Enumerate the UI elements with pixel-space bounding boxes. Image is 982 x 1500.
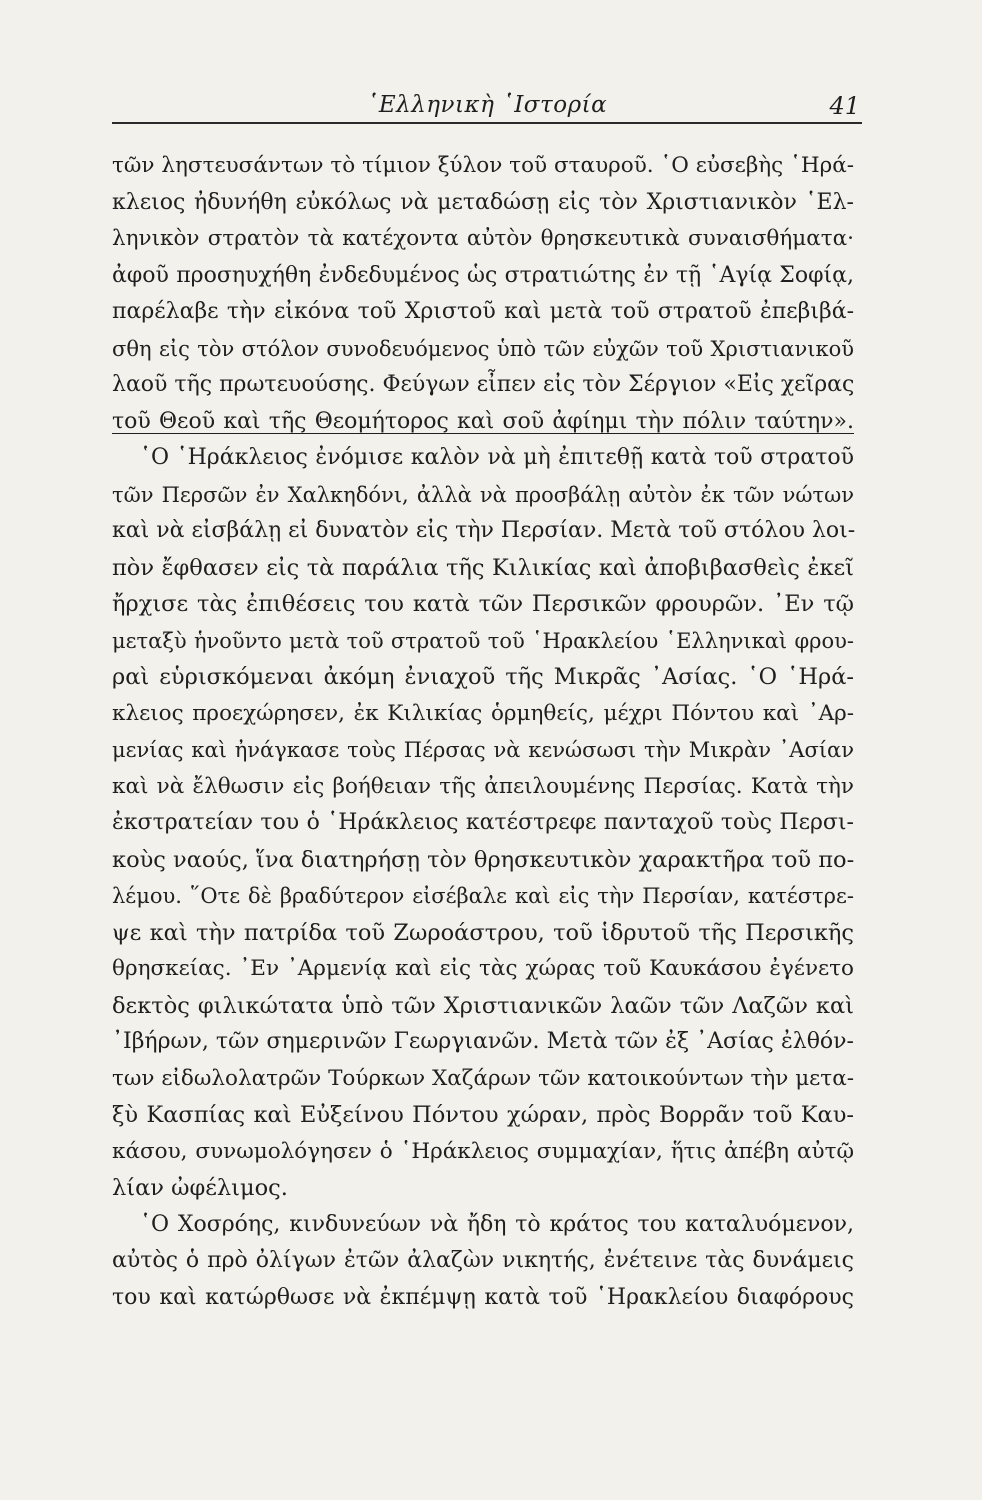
body-text <box>112 148 854 1316</box>
text-line: δεκτὸς φιλικώτατα ὑπὸ τῶν Χριστιανικῶν λαῶν τῶν Λαζῶν καὶ <box>112 992 854 1019</box>
text-line: ψε καὶ τὴν πατρίδα τοῦ Ζωροάστρου, τοῦ ἱδρυτοῦ τῆς Περσικῆς <box>112 919 854 946</box>
text-line: λίαν ὠφέλιμος. <box>112 1175 288 1201</box>
text-line: μεταξὺ ἡνοῦντο μετὰ τοῦ στρατοῦ τοῦ ῾Ηρακλείου ῾Ελληνικαὶ φρου- <box>112 628 854 653</box>
text-line: κάσου, συνωμολόγησεν ὁ ῾Ηράκλειος συμμαχίαν, ἥτις ἀπέβη αὐτῷ <box>112 1138 854 1164</box>
text-line: μενίας καὶ ἠνάγκασε τοὺς Πέρσας νὰ κενώσωσι τὴν Μικρὰν ᾿Ασίαν <box>112 738 854 762</box>
paragraph-2 <box>112 440 854 1207</box>
text-line: σθη εἰς τὸν στόλον συνοδευόμενος ὑπὸ τῶν εὐχῶν τοῦ Χριστιανικοῦ <box>112 336 854 361</box>
text-line: κοὺς ναούς, ἵνα διατηρήσῃ τὸν θρησκευτικὸν χαρακτῆρα τοῦ πο- <box>112 846 855 873</box>
text-line: θρησκείας. ᾿Εν ᾿Αρμενίᾳ καὶ εἰς τὰς χώρας τοῦ Καυκάσου ἐγένετο <box>112 956 854 981</box>
text-line: ληνικὸν στρατὸν τὰ κατέχοντα αὐτὸν θρησκευτικὰ συναισθήματα· <box>112 226 854 251</box>
text-line: ῾Ο Χοσρόης, κινδυνεύων νὰ ἤδη τὸ κράτος του καταλυόμενον, <box>140 1211 854 1237</box>
text-line: παρέλαβε τὴν εἰκόνα τοῦ Χριστοῦ καὶ μετὰ τοῦ στρατοῦ ἐπεβιβά- <box>112 299 854 324</box>
text-line: τοῦ Θεοῦ καὶ τῆς Θεομήτορος καὶ σοῦ ἀφίημι τὴν πόλιν ταύτην». <box>112 408 854 434</box>
text-line: καὶ νὰ ἔλθωσιν εἰς βοήθειαν τῆς ἀπειλουμένης Περσίας. Κατὰ τὴν <box>112 773 854 799</box>
text-line: ἀφοῦ προσηυχήθη ἐνδεδυμένος ὡς στρατιώτης ἐν τῇ ῾Αγίᾳ Σοφίᾳ, <box>112 262 854 288</box>
text-line: καὶ νὰ εἰσβάλῃ εἰ δυνατὸν εἰς τὴν Περσίαν. Μετὰ τοῦ στόλου λοι- <box>112 518 856 543</box>
text-line: τῶν ληστευσάντων τὸ τίμιον ξύλον τοῦ σταυροῦ. ῾Ο εὐσεβὴς ῾Ηρά- <box>112 153 854 178</box>
running-header <box>112 92 862 124</box>
text-line: λέμου. ῞Οτε δὲ βραδύτερον εἰσέβαλε καὶ εἰς τὴν Περσίαν, κατέστρε- <box>112 884 854 908</box>
paragraph-1 <box>112 148 854 440</box>
text-line: πὸν ἔφθασεν εἰς τὰ παράλια τῆς Κιλικίας καὶ ἀποβιβασθεὶς ἐκεῖ <box>112 554 854 581</box>
text-line: αὐτὸς ὁ πρὸ ὀλίγων ἐτῶν ἀλαζὼν νικητής, ἐνέτεινε τὰς δυνάμεις <box>112 1248 854 1273</box>
text-line: ᾿Ιβήρων, τῶν σημερινῶν Γεωργιανῶν. Μετὰ τῶν ἐξ ᾿Ασίας ἐλθόν- <box>112 1029 854 1054</box>
text-line: κλειος προεχώρησεν, ἐκ Κιλικίας ὁρμηθείς, μέχρι Πόντου καὶ ᾿Αρ- <box>112 700 854 726</box>
text-line: τῶν Περσῶν ἐν Χαλκηδόνι, ἀλλὰ νὰ προσβάλῃ αὐτὸν ἐκ τῶν νώτων <box>112 482 854 507</box>
text-line: λαοῦ τῆς πρωτευούσης. Φεύγων εἶπεν εἰς τὸν Σέργιον «Εἰς χεῖρας <box>112 372 855 397</box>
text-line: των εἰδωλολατρῶν Τούρκων Χαζάρων τῶν κατοικούντων τὴν μετα- <box>112 1065 854 1091</box>
text-line: ἤρχισε τὰς ἐπιθέσεις του κατὰ τῶν Περσικῶν φρουρῶν. ᾿Εν τῷ <box>112 591 854 617</box>
paragraph-3 <box>112 1207 854 1317</box>
running-title: ῾Ελληνικὴ ῾Ιστορία <box>366 92 608 118</box>
text-line: του καὶ κατώρθωσε νὰ ἐκπέμψῃ κατὰ τοῦ ῾Ηρακλείου διαφόρους <box>112 1284 854 1310</box>
page-number: 41 <box>829 92 860 120</box>
text-line: ῾Ο ῾Ηράκλειος ἐνόμισε καλὸν νὰ μὴ ἐπιτεθῇ κατὰ τοῦ στρατοῦ <box>140 445 854 470</box>
text-line: ἐκστρατείαν του ὁ ῾Ηράκλειος κατέστρεφε πανταχοῦ τοὺς Περσι- <box>112 810 854 835</box>
text-line: ραὶ εὑρισκόμεναι ἀκόμη ἐνιαχοῦ τῆς Μικρᾶς ᾿Ασίας. ῾Ο ῾Ηρά- <box>112 664 854 690</box>
text-line: ξὺ Κασπίας καὶ Εὐξείνου Πόντου χώραν, πρὸς Βορρᾶν τοῦ Καυ- <box>112 1102 854 1128</box>
text-line: κλειος ἠδυνήθη εὐκόλως νὰ μεταδώσῃ εἰς τὸν Χριστιανικὸν ῾Ελ- <box>112 189 854 215</box>
